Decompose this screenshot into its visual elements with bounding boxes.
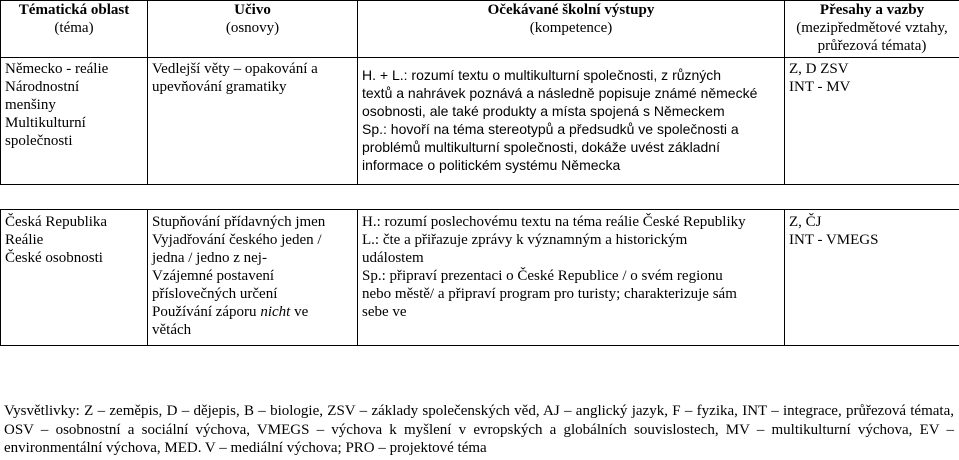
row-spacer <box>1 185 959 210</box>
header-links: Přesahy a vazby (mezipředmětové vztahy, průřezová témata) <box>785 1 959 58</box>
header-row <box>1 1 959 58</box>
table-row <box>1 210 959 346</box>
topic-cell: Německo - reálie Národnostní menšiny Multikulturní společnosti <box>1 58 148 185</box>
header-topic: Tématická oblast (téma) <box>1 1 148 58</box>
table-row <box>1 58 959 185</box>
curriculum-cell: Stupňování přídavných jmen Vyjadřování českého jeden / jedna / jedno z nej- Vzájemné postavení příslovečných určení Používání záporu nicht ve větách <box>148 210 358 346</box>
links-cell: Z, ČJ INT - VMEGS <box>785 210 959 346</box>
header-curriculum: Učivo (osnovy) <box>148 1 358 58</box>
topic-cell: Česká Republika Reálie České osobnosti <box>1 210 148 346</box>
legend-text: Vysvětlivky: Z – zeměpis, D – dějepis, B – biologie, ZSV – základy společenských věd, AJ – anglický jazyk, F – fyzika, INT – integrace, průřezová témata, OSV – osobnostní a sociální výchova, VMEGS – výchova k myšlení v evropských a globálních souvislostech, MV – multikulturní výchova, EV – environmentální výchova, MED. V – mediální výchova; PRO – projektové téma <box>4 403 954 456</box>
curriculum-cell: Vedlejší věty – opakování a upevňování gramatiky <box>148 58 358 185</box>
outcomes-cell: H. + L.: rozumí textu o multikulturní společnosti, z různých textů a nahrávek poznává a následně popisuje známé německé osobnosti, ale také produkty a místa spojená s Německem Sp.: hovoří na téma stereotypů a předsudků ve společnosti a problémů multikulturní společnosti, dokáže uvést základní informace o politickém systému Německa <box>358 58 785 185</box>
outcomes-cell: H.: rozumí poslechovému textu na téma reálie České Republiky L.: čte a přiřazuje zprávy k významným a historickým událostem Sp.: připraví prezentaci o České Republice / o svém regionu nebo městě/ a připraví program pro turisty; charakterizuje sám sebe ve <box>358 210 785 346</box>
header-outcomes: Očekávané školní výstupy (kompetence) <box>358 1 785 58</box>
links-cell: Z, D ZSV INT - MV <box>785 58 959 185</box>
